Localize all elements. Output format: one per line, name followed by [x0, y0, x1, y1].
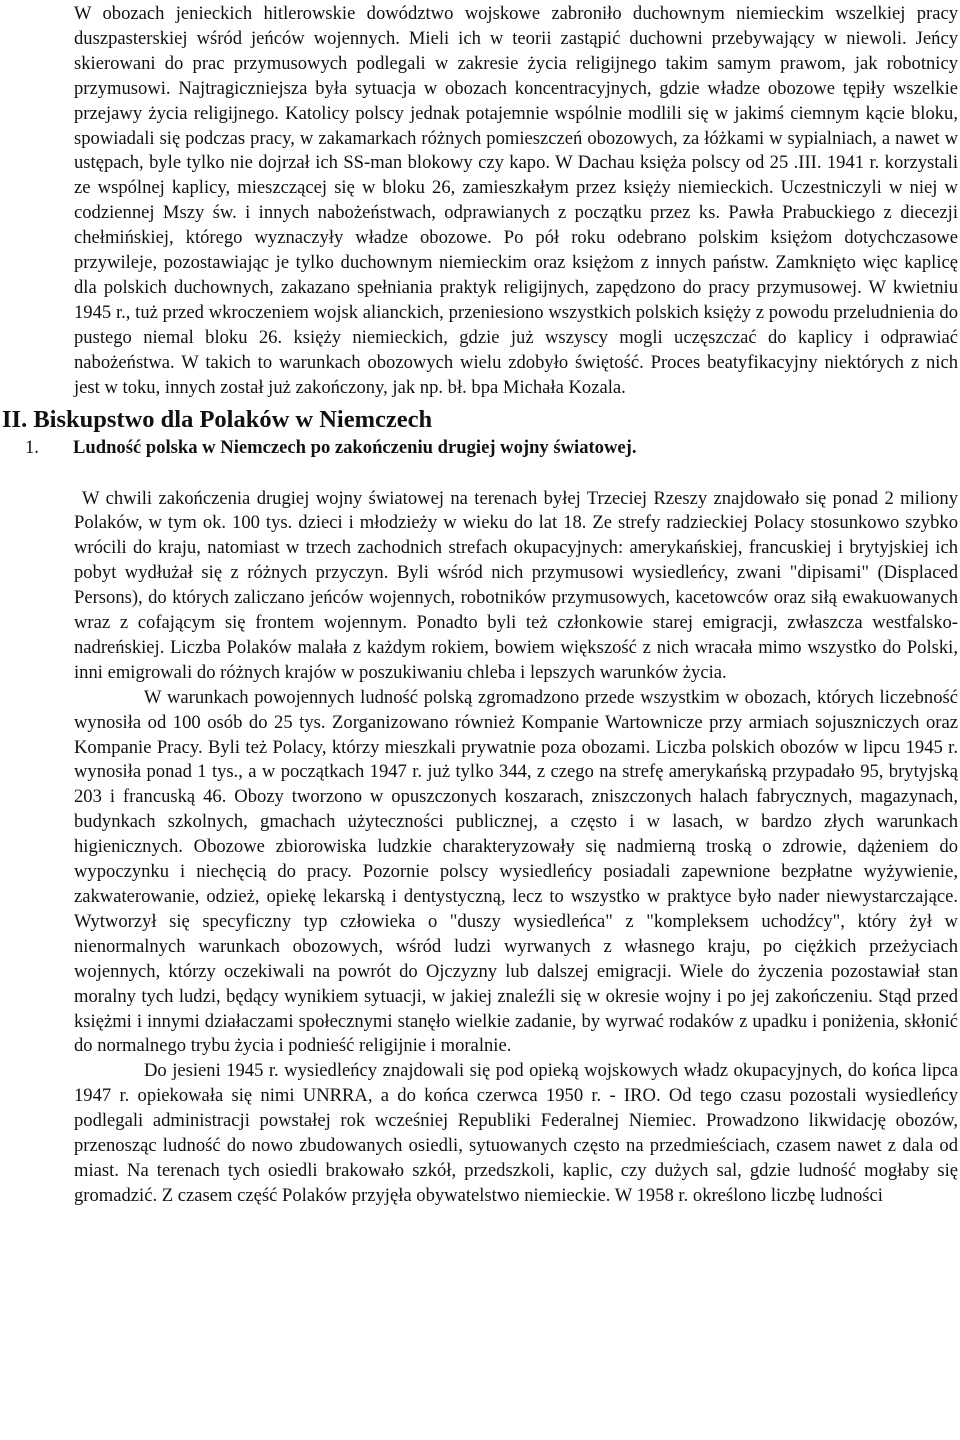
subsection-heading: [25, 436, 958, 460]
spacer: [74, 460, 958, 487]
paragraph-polish-population: W chwili zakończenia drugiej wojny światowej na terenach byłej Trzeciej Rzeszy znajdowało się ponad 2 miliony Polaków, w tym ok. 100 tys. dzieci i młodzieży w wieku do lat 18. Ze strefy radzieckiej Polacy stosunkowo szybko wrócili do kraju, natomiast w trzech zachodnich strefach okupacyjnych: amerykańskiej, francuskiej i brytyjskiej ich pobyt wydłużał się z różnych przyczyn. Byli wśród nich przymusowi wysiedleńcy, zwani "dipisami" (Displaced Persons), do których zaliczano jeńców wojennych, robotników przymusowych, kacetowców oraz siłą ewakuowanych wraz z cofającym się frontem wojennym. Ponadto byli też członkowie starej emigracji, zwłaszcza westfalsko-nadreńskiej. Liczba Polaków malała z każdym rokiem, bowiem większość z nich wracała mimo wszystko do Polski, inni emigrowali do różnych krajów w poszukiwaniu chleba i lepszych warunków życia.: [74, 487, 958, 683]
subsection-title: Ludność polska w Niemczech po zakończeniu drugiej wojny światowej.: [73, 436, 637, 458]
section-heading: II. Biskupstwo dla Polaków w Niemczech: [2, 405, 433, 433]
document-page: [2, 2, 958, 1209]
subsection-number: 1.: [25, 436, 39, 458]
paragraph-camps-religion: W obozach jenieckich hitlerowskie dowództwo wojskowe zabroniło duchownym niemieckim wszelkiej pracy duszpasterskiej wśród jeńców wojennych. Mieli ich w teorii zastąpić duchowni przebywający w niewoli. Jeńcy skierowani do prac przymusowych podlegali w zakresie życia religijnego takim samym prawom, jak robotnicy przymusowi. Najtragiczniejsza była sytuacja w obozach koncentracyjnych, gdzie władze obozowe tępiły wszelkie przejawy życia religijnego. Katolicy polscy jednak potajemnie wspólnie modlili się w jakimś ciemnym kącie bloku, spowiadali się podczas pracy, w zakamarkach różnych pomieszczeń obozowych, za łóżkami w sypialniach, a nawet w ustępach, byle tylko nie dojrzał ich SS-man blokowy czy kapo. W Dachau księża polscy od 25 .III. 1941 r. korzystali ze wspólnej kaplicy, mieszczącej się w bloku 26, zamieszkałym przez księży niemieckich. Uczestniczyli w niej w codziennej Mszy św. i innych nabożeństwach, odprawianych z początku przez ks. Pawła Prabuckiego z diecezji chełmińskiej, którego wyznaczyły władze obozowe. Po pół roku odebrano polskim księżom dotychczasowe przywileje, pozostawiając je tylko duchownym niemieckim oraz księżom z innych państw. Zamknięto więc kaplicę dla polskich duchownych, zakazano spełniania praktyk religijnych, zapędzono do pracy przymusowej. W kwietniu 1945 r., tuż przed wkroczeniem wojsk alianckich, przeniesiono wszystkich polskich księży z powodu przeludnienia do pustego niemal bloku 26. księży niemieckich, gdzie już wszyscy mogli uczęszczać do kaplicy i odprawiać nabożeństwa. W takich to warunkach obozowych wielu zdobyło świętość. Proces beatyfikacyjny niektórych z nich jest w toku, innych został już zakończony, jak np. bł. bpa Michała Kozala.: [74, 3, 958, 398]
paragraph-displaced-care: Do jesieni 1945 r. wysiedleńcy znajdowali się pod opieką wojskowych władz okupacyjnych, do końca lipca 1947 r. opiekowała się nimi UNRRA, a do końca czerwca 1950 r. - IRO. Od tego czasu pozostali wysiedleńcy podlegali administracji powstałej rok wcześniej Republiki Federalnej Niemiec. Prowadzono likwidację obozów, przenosząc ludność do nowo zbudowanych osiedli, sytuowanych często na przedmieściach, czasem nawet z dala od miast. Na terenach tych osiedli brakowało szkół, przedszkoli, kaplic, czy dużych sal, gdzie ludność mogłaby się gromadzić. Z czasem część Polaków przyjęła obywatelstwo niemieckie. W 1958 r. określono liczbę ludności: [74, 1060, 958, 1206]
paragraph-postwar-camps: W warunkach powojennych ludność polską zgromadzono przede wszystkim w obozach, których liczebność wynosiła od 100 osób do 25 tys. Zorganizowano również Kompanie Wartownicze przy armiach sojuszniczych oraz Kompanie Pracy. Byli też Polacy, którzy mieszkali prywatnie poza obozami. Liczba polskich obozów w lipcu 1945 r. wynosiła ponad 1 tys., a w początkach 1947 r. już tylko 344, z czego na strefę amerykańską przypadało 95, brytyjską 203 i francuską 46. Obozy tworzono w opuszczonych koszarach, zniszczonych halach fabrycznych, magazynach, budynkach szkolnych, gmachach użyteczności publicznej, a często i w lasach, w bardzo złych warunkach higienicznych. Obozowe zbiorowiska ludzkie charakteryzowały się nadmierną troską o zdrowie, dążeniem do wypoczynku i niechęcią do pracy. Pozornie polscy wysiedleńcy posiadali zapewnione bezpłatne wyżywienie, zakwaterowanie, odzież, opiekę lekarską i dentystyczną, lecz to wszystko w praktyce było nader niewystarczające. Wytworzył się specyficzny typ człowieka o "duszy wysiedleńca" z "kompleksem uchodźcy", który żył w nienormalnych warunkach obozowych, wśród ludzi wyrwanych z własnego kraju, po ciężkich przeżyciach wojennych, którzy oczekiwali na powrót do Ojczyzny lub dalszej emigracji. Wiele do życzenia pozostawiał stan moralny tych ludzi, będący wynikiem sytuacji, w jakiej znaleźli się w okresie wojny i po jej zakończeniu. Stąd przed księżmi i innymi działaczami społecznymi stanęło wielkie zadanie, by wyrwać rodaków z upadku i poniżenia, skłonić do normalnego trybu życia i podnieść religijnie i moralnie.: [74, 686, 958, 1057]
